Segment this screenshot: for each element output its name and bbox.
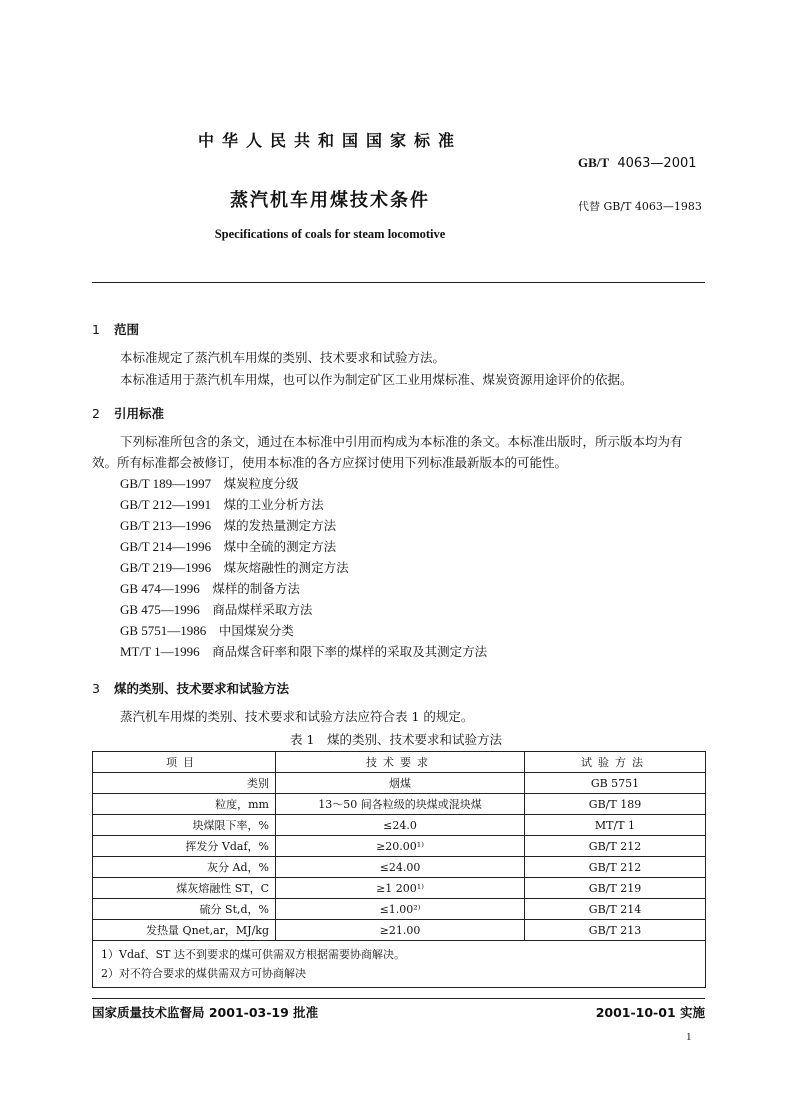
table-header-row: [93, 752, 706, 773]
document-title-cn: 蒸汽机车用煤技术条件: [230, 190, 430, 211]
reference-code: GB/T 212—1991: [120, 497, 212, 512]
table-row: [93, 920, 706, 941]
table-row: [93, 773, 706, 794]
header-rule: [92, 282, 705, 283]
reference-title: 煤的工业分析方法: [223, 497, 324, 512]
section-1-paragraph-1: 本标准规定了蒸汽机车用煤的类别、技术要求和试验方法。: [120, 350, 446, 365]
standard-number: [578, 155, 697, 171]
table-header-cell: 项目: [93, 752, 276, 773]
section-2-title: 引用标准: [114, 406, 165, 421]
table-cell: GB 5751: [525, 773, 706, 794]
reference-item: [120, 536, 487, 557]
table-note: 2）对不符合要求的煤供需双方可协商解决: [101, 967, 306, 980]
table-cell: 挥发分 Vdaf，%: [93, 836, 276, 857]
reference-item: [120, 578, 487, 599]
footer-rule: [92, 998, 705, 999]
standard-number-value: 4063—2001: [617, 156, 697, 171]
standard-prefix: GB/T: [578, 155, 610, 170]
table-row: [93, 794, 706, 815]
reference-code: GB/T 214—1996: [120, 539, 212, 554]
table-cell: GB/T 212: [525, 836, 706, 857]
section-3-title: 煤的类别、技术要求和试验方法: [114, 681, 290, 696]
reference-code: GB/T 213—1996: [120, 518, 212, 533]
reference-list: [120, 473, 487, 662]
table-notes: [93, 941, 706, 988]
reference-title: 煤中全硫的测定方法: [223, 539, 337, 554]
table-row: [93, 857, 706, 878]
reference-item: [120, 641, 487, 662]
reference-item: [120, 557, 487, 578]
table-cell: ≥21.00: [276, 920, 525, 941]
section-1-paragraph-2: 本标准适用于蒸汽机车用煤，也可以作为制定矿区工业用煤标准、煤炭资源用途评价的依据。: [120, 372, 633, 387]
table-row: [93, 878, 706, 899]
reference-code: GB/T 189—1997: [120, 476, 212, 491]
table-cell: GB/T 214: [525, 899, 706, 920]
section-3-number: 3: [92, 681, 100, 696]
reference-code: GB/T 219—1996: [120, 560, 212, 575]
table-cell: ≥20.00¹⁾: [276, 836, 525, 857]
table-cell: 粒度，mm: [93, 794, 276, 815]
reference-item: [120, 494, 487, 515]
section-2-number: 2: [92, 406, 100, 421]
table-caption: 表 1 煤的类别、技术要求和试验方法: [290, 732, 502, 747]
table-cell: 13～50 间各粒级的块煤或混块煤: [276, 794, 525, 815]
section-1-heading: [92, 320, 139, 338]
reference-title: 商品煤含矸率和限下率的煤样的采取及其测定方法: [212, 644, 488, 659]
table-header-cell: 技术要求: [276, 752, 525, 773]
table-row: [93, 836, 706, 857]
table-header-cell: 试验方法: [525, 752, 706, 773]
reference-title: 煤炭粒度分级: [223, 476, 299, 491]
reference-item: [120, 515, 487, 536]
table-cell: ≤24.0: [276, 815, 525, 836]
section-2-heading: [92, 404, 164, 422]
table-cell: GB/T 219: [525, 878, 706, 899]
section-3-paragraph: 蒸汽机车用煤的类别、技术要求和试验方法应符合表 1 的规定。: [120, 709, 474, 724]
section-3-heading: [92, 679, 289, 697]
reference-item: [120, 620, 487, 641]
table-cell: ≤24.00: [276, 857, 525, 878]
document-title-en: Specifications of coals for steam locomotive: [214, 227, 446, 241]
replaces-standard: 代替 GB/T 4063—1983: [578, 200, 702, 213]
page-number: 1: [686, 1031, 692, 1043]
table-cell: GB/T 213: [525, 920, 706, 941]
implementation-date: 2001-10-01 实施: [595, 1005, 705, 1020]
reference-title: 商品煤样采取方法: [212, 602, 313, 617]
table-cell: MT/T 1: [525, 815, 706, 836]
table-cell: 硫分 St,d，%: [93, 899, 276, 920]
table-cell: ≥1 200¹⁾: [276, 878, 525, 899]
table-cell: 灰分 Ad，%: [93, 857, 276, 878]
national-standard-heading: 中华人民共和国国家标准: [197, 131, 462, 150]
table-row: [93, 899, 706, 920]
section-1-number: 1: [92, 322, 100, 337]
reference-code: MT/T 1—1996: [120, 644, 200, 659]
reference-title: 煤的发热量测定方法: [223, 518, 337, 533]
reference-title: 中国煤炭分类: [218, 623, 294, 638]
section-1-title: 范围: [114, 322, 140, 337]
table-notes-row: [93, 941, 706, 988]
table-row: [93, 815, 706, 836]
approval-date: 国家质量技术监督局 2001-03-19 批准: [92, 1005, 319, 1020]
table-note: 1）Vdaf、ST 达不到要求的煤可供需双方根据需要协商解决。: [101, 948, 405, 961]
table-cell: 块煤限下率，%: [93, 815, 276, 836]
table-cell: GB/T 212: [525, 857, 706, 878]
table-cell: GB/T 189: [525, 794, 706, 815]
reference-title: 煤灰熔融性的测定方法: [223, 560, 349, 575]
reference-item: [120, 599, 487, 620]
reference-title: 煤样的制备方法: [212, 581, 300, 596]
table-cell: 发热量 Qnet,ar，MJ/kg: [93, 920, 276, 941]
section-2-intro: 下列标准所包含的条文，通过在本标准中引用而构成为本标准的条文。本标准出版时，所示版本均为有效。所有标准都会被修订，使用本标准的各方应探讨使用下列标准最新版本的可能性。: [92, 434, 683, 470]
table-cell: ≤1.00²⁾: [276, 899, 525, 920]
table-cell: 类别: [93, 773, 276, 794]
reference-item: [120, 473, 487, 494]
table-cell: 烟煤: [276, 773, 525, 794]
reference-code: GB 5751—1986: [120, 623, 207, 638]
reference-code: GB 474—1996: [120, 581, 200, 596]
table-cell: 煤灰熔融性 ST，C: [93, 878, 276, 899]
reference-code: GB 475—1996: [120, 602, 200, 617]
requirements-table: [92, 751, 706, 988]
